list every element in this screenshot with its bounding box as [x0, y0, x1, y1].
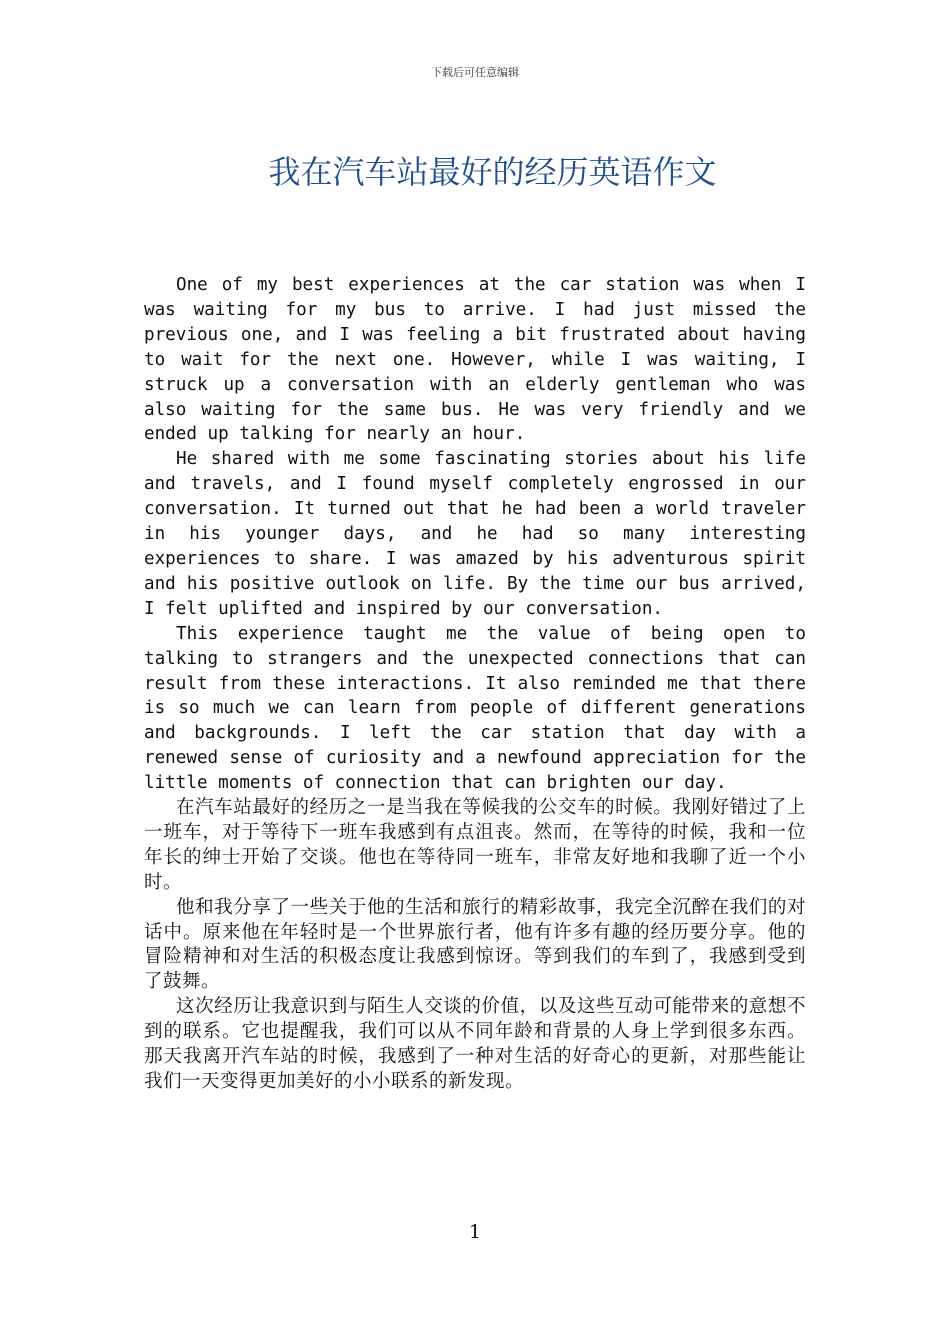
chinese-paragraph-2: 他和我分享了一些关于他的生活和旅行的精彩故事，我完全沉醉在我们的对话中。原来他在年轻时是一个世界旅行者，他有许多有趣的经历要分享。他的冒险精神和对生活的积极态度让我感到惊讶。等到我们的车到了，我感到受到了鼓舞。: [144, 896, 806, 993]
chinese-paragraph-1: 在汽车站最好的经历之一是当我在等候我的公交车的时候。我刚好错过了上一班车，对于等待下一班车我感到有点沮丧。然而，在等待的时候，我和一位年长的绅士开始了交谈。他也在等待同一班车，非常友好地和我聊了近一个小时。: [144, 797, 806, 893]
document-title: 我在汽车站最好的经历英语作文: [268, 153, 717, 191]
chinese-paragraph-3: 这次经历让我意识到与陌生人交谈的价值，以及这些互动可能带来的意想不到的联系。它也提醒我，我们可以从不同年龄和背景的人身上学到很多东西。那天我离开汽车站的时候，我感到了一种对生活的好奇心的更新，对那些能让我们一天变得更加美好的小小联系的新发现。: [144, 996, 806, 1092]
english-paragraph-3: This experience taught me the value of being open to talking to strangers and the unexpected connections that can result from these interactions. It also reminded me that there is so much we can learn from people of different generations and backgrounds. I left the car station that day with a renewed sense of curiosity and a newfound appreciation for the little moments of connection that can brighten our day.: [144, 623, 806, 794]
english-paragraph-2: He shared with me some fascinating stories about his life and travels, and I found myself completely engrossed in our conversation. It turned out that he had been a world traveler in his younger days, and he had so many interesting experiences to share. I was amazed by his adventurous spirit and his positive outlook on life. By the time our bus arrived, I felt uplifted and inspired by our conversation.: [144, 449, 806, 619]
chinese-essay: [144, 796, 806, 1095]
header-note: 下载后可任意编辑: [431, 66, 519, 79]
english-paragraph-1: One of my best experiences at the car station was when I was waiting for my bus to arrive. I had just missed the previous one, and I was feeling a bit frustrated about having to wait for the next one. However, while I was waiting, I struck up a conversation with an elderly gentleman who was also waiting for the same bus. He was very friendly and we ended up talking for nearly an hour.: [144, 275, 806, 445]
page-number: 1: [468, 1221, 482, 1243]
english-essay: [144, 273, 806, 796]
document-body: [144, 273, 806, 1095]
